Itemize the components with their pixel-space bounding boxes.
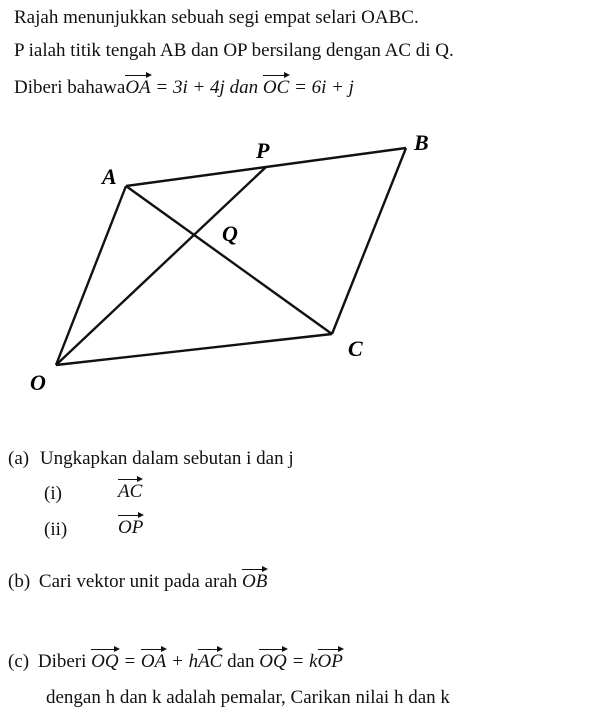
vector-ac: AC: [118, 476, 142, 504]
question-a-label: (a): [8, 448, 30, 469]
equals-1: =: [118, 651, 141, 672]
question-a-ii-label: (ii): [44, 519, 68, 540]
question-c-pre: Diberi: [37, 651, 92, 672]
intro-line-2: P ialah titik tengah AB dan OP bersilang dengan AC di Q.: [14, 40, 454, 61]
label-p: P: [256, 138, 270, 163]
label-c: C: [348, 336, 363, 361]
conj-dan: dan: [222, 651, 260, 672]
side-oc: [56, 334, 332, 365]
question-b-text: Cari vektor unit pada arah: [38, 571, 243, 592]
plus-h: + h: [166, 651, 199, 672]
label-o: O: [30, 370, 46, 395]
equals-k: = k: [286, 651, 318, 672]
vector-oq: OQ: [91, 646, 118, 674]
intro-line-1: Rajah menunjukkan sebuah segi empat selari OABC.: [14, 7, 419, 28]
question-a: [8, 447, 294, 471]
side-oa: [56, 186, 126, 365]
vector-oa: OA: [125, 72, 150, 100]
vector-op-c: OP: [318, 646, 343, 674]
side-bc: [332, 148, 406, 334]
vector-ac-c: AC: [198, 646, 222, 674]
vector-oa-c: OA: [141, 646, 166, 674]
question-b-label: (b): [8, 571, 31, 592]
equation-oa: = 3i + 4j dan: [150, 77, 263, 98]
label-q: Q: [222, 221, 238, 246]
line-op: [56, 167, 266, 365]
question-a-i-label: (i): [44, 483, 62, 504]
question-c-label: (c): [8, 651, 30, 672]
given-prefix: Diberi bahawa: [14, 77, 126, 98]
label-b: B: [414, 130, 429, 155]
diagonal-ac: [126, 186, 332, 334]
vector-ob: OB: [242, 566, 267, 594]
question-a-ii-vector: [118, 512, 143, 540]
question-b: [8, 566, 267, 594]
label-a: A: [102, 164, 117, 189]
vector-oq-2: OQ: [259, 646, 286, 674]
question-a-i-vector: [118, 476, 142, 504]
vector-oc: OC: [263, 72, 289, 100]
equation-oc: = 6i + j: [289, 77, 354, 98]
question-c: [8, 646, 343, 674]
vector-op: OP: [118, 512, 143, 540]
question-c-line-2: dengan h dan k adalah pemalar, Carikan nilai h dan k: [46, 687, 450, 708]
question-a-text: Ungkapkan dalam sebutan i dan j: [39, 448, 294, 469]
